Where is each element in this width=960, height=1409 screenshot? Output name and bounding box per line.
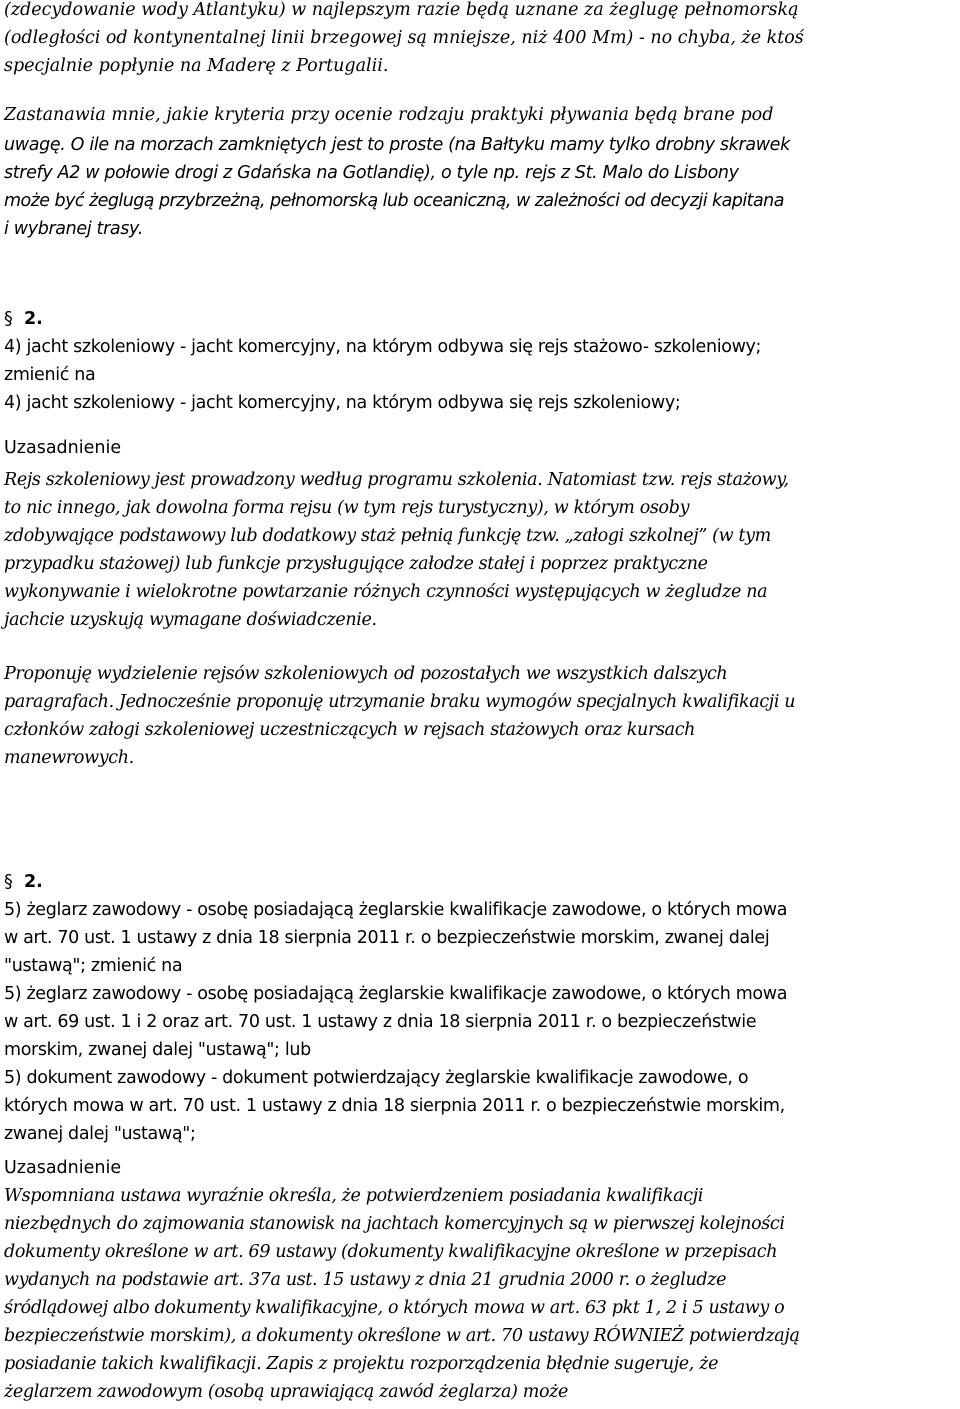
proposal-line: członków załogi szkoleniowej uczestniczących w rejsach stażowych oraz kursach xyxy=(4,720,696,740)
amendment-original: 4) jacht szkoleniowy - jacht komercyjny, na którym odbywa się rejs stażowo- szkoleniowy; xyxy=(4,337,762,357)
justification-line: dokumenty określone w art. 69 ustawy (dokumenty kwalifikacyjne określone w przepisach xyxy=(4,1242,778,1262)
criteria-line: może być żeglugą przybrzeżną, pełnomorską lub oceaniczną, w zależności od decyzji kapitana xyxy=(4,191,784,211)
justification-line: wykonywanie i wielokrotne powtarzanie różnych czynności występujących w żegludze na xyxy=(4,582,768,602)
criteria-line: strefy A2 w połowie drogi z Gdańska na Gotlandię), o tyle np. rejs z St. Malo do Lisbony xyxy=(4,163,739,183)
proposal-line: Proponuję wydzielenie rejsów szkoleniowych od pozostałych we wszystkich dalszych xyxy=(4,664,728,684)
amendment-line: 5) dokument zawodowy - dokument potwierdzający żeglarskie kwalifikacje zawodowe, o xyxy=(4,1068,749,1088)
amendment-change: zmienić na xyxy=(4,365,96,385)
criteria-line: i wybranej trasy. xyxy=(4,219,143,239)
intro-line: specjalnie popłynie na Maderę z Portugalii. xyxy=(4,56,389,76)
proposal-line: manewrowych. xyxy=(4,748,134,768)
section-number: 2. xyxy=(24,309,43,329)
intro-line: (zdecydowanie wody Atlantyku) w najlepszym razie będą uznane za żeglugę pełnomorską xyxy=(4,0,799,20)
amendment-line: 5) żeglarz zawodowy - osobę posiadającą żeglarskie kwalifikacje zawodowe, o których mowa xyxy=(4,984,788,1004)
section-number: 2. xyxy=(24,872,43,892)
section-symbol: § xyxy=(4,309,13,329)
proposal-line: paragrafach. Jednocześnie proponuję utrzymanie braku wymogów specjalnych kwalifikacji u xyxy=(4,692,796,712)
justification-line: zdobywające podstawowy lub dodatkowy staż pełnią funkcję tzw. „załogi szkolnej” (w tym xyxy=(4,526,771,546)
justification-heading: Uzasadnienie xyxy=(4,1158,122,1178)
amendment-replacement: 4) jacht szkoleniowy - jacht komercyjny, na którym odbywa się rejs szkoleniowy; xyxy=(4,393,681,413)
intro-line: (odległości od kontynentalnej linii brzegowej są mniejsze, niż 400 Mm) - no chyba, że ktoś xyxy=(4,28,804,48)
justification-line: to nic innego, jak dowolna forma rejsu (w tym rejs turystyczny), w którym osoby xyxy=(4,498,690,518)
justification-line: wydanych na podstawie art. 37a ust. 15 ustawy z dnia 21 grudnia 2000 r. o żegludze xyxy=(4,1270,727,1290)
justification-line: jachcie uzyskują wymagane doświadczenie. xyxy=(4,610,377,630)
justification-line: przypadku stażowej) lub funkcje przysługujące załodze stałej i poprzez praktyczne xyxy=(4,554,708,574)
justification-line: bezpieczeństwie morskim), a dokumenty określone w art. 70 ustawy RÓWNIEŻ potwierdzają xyxy=(4,1326,800,1346)
justification-line: niezbędnych do zajmowania stanowisk na jachtach komercyjnych są w pierwszej kolejności xyxy=(4,1214,785,1234)
amendment-line: morskim, zwanej dalej "ustawą"; lub xyxy=(4,1040,311,1060)
justification-line: Rejs szkoleniowy jest prowadzony według programu szkolenia. Natomiast tzw. rejs stażowy, xyxy=(4,470,789,490)
section-marker xyxy=(4,305,43,333)
justification-line: żeglarzem zawodowym (osobą uprawiającą zawód żeglarza) może xyxy=(4,1382,569,1402)
amendment-line: w art. 69 ust. 1 i 2 oraz art. 70 ust. 1 ustawy z dnia 18 sierpnia 2011 r. o bezpieczeństwie xyxy=(4,1012,757,1032)
section-marker xyxy=(4,868,43,896)
section-symbol: § xyxy=(4,872,13,892)
justification-line: śródlądowej albo dokumenty kwalifikacyjne, o których mowa w art. 63 pkt 1, 2 i 5 ustawy o xyxy=(4,1298,785,1318)
justification-line: posiadanie takich kwalifikacji. Zapis z projektu rozporządzenia błędnie sugeruje, że xyxy=(4,1354,719,1374)
amendment-line: których mowa w art. 70 ust. 1 ustawy z dnia 18 sierpnia 2011 r. o bezpieczeństwie morskim, xyxy=(4,1096,785,1116)
amendment-line: zwanej dalej "ustawą"; xyxy=(4,1124,196,1144)
justification-line: Wspomniana ustawa wyraźnie określa, że potwierdzeniem posiadania kwalifikacji xyxy=(4,1186,704,1206)
amendment-line: 5) żeglarz zawodowy - osobę posiadającą żeglarskie kwalifikacje zawodowe, o których mowa xyxy=(4,900,788,920)
criteria-line: uwagę. O ile na morzach zamkniętych jest to proste (na Bałtyku mamy tylko drobny skrawek xyxy=(4,135,790,155)
justification-heading: Uzasadnienie xyxy=(4,438,122,458)
amendment-line: "ustawą"; zmienić na xyxy=(4,956,183,976)
criteria-line: Zastanawia mnie, jakie kryteria przy ocenie rodzaju praktyki pływania będą brane pod xyxy=(4,105,774,125)
amendment-line: w art. 70 ust. 1 ustawy z dnia 18 sierpnia 2011 r. o bezpieczeństwie morskim, zwanej dalej xyxy=(4,928,770,948)
